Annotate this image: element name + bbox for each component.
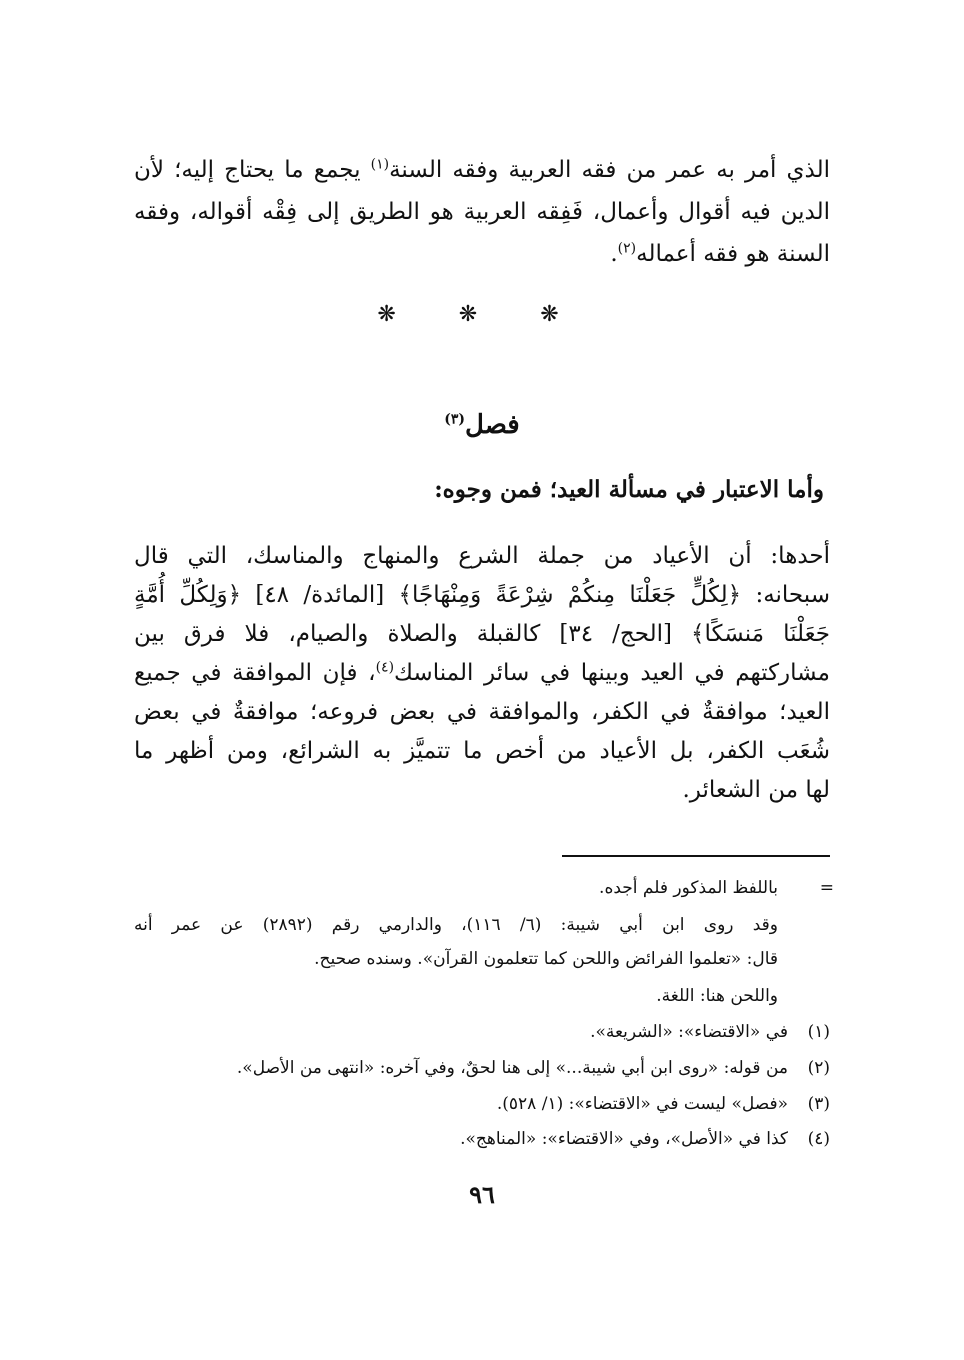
text-line: الدين فيه أقوال وأعمال، فَفِقه العربية هو الطريق إلى فِقْه أقواله، وفقه	[134, 199, 830, 225]
footnote-text: من قوله: «روى ابن أبي شيبة...» إلى هنا لحقٌ، وفي آخره: «انتهى من الأصل».	[236, 1058, 788, 1078]
footnote-line: وقد روى ابن أبي شيبة: (٦/ ١١٦)، والدارمي رقم (٢٨٩٢) عن عمر أنه	[134, 915, 778, 935]
footnote-number: (١)	[807, 1022, 830, 1042]
footnote-line: قال: «تعلموا الفرائض واللحن كما تتعلمون القرآن». وسنده صحيح.	[314, 949, 778, 969]
footnote-text: كذا في «الأصل»، وفي «الاقتضاء»: «المناهج».	[460, 1129, 788, 1149]
footnote-ref: (٢)	[617, 240, 637, 257]
section-heading: فصل$^{(٣)}$	[444, 410, 520, 440]
footnote-line: باللفظ المذكور فلم أجده.	[599, 878, 778, 898]
text-line: لها من الشعائر.	[682, 777, 830, 803]
footnote-ref: (٣)	[444, 411, 466, 428]
text-line: العيد؛ موافقةٌ في الكفر، والموافقة في بعض فروعه؛ موافقةٌ في بعض	[134, 699, 830, 725]
footnote-line: واللحن هنا: اللغة.	[656, 986, 778, 1006]
footnote-number: (٤)	[807, 1129, 830, 1149]
footnote-number: (٢)	[807, 1058, 830, 1078]
text-line: أحدها: أن الأعياد من جملة الشرع والمنهاج والمناسك، التي قال	[134, 543, 830, 569]
continuation-mark: =	[819, 878, 834, 898]
footnote-number: (٣)	[807, 1094, 830, 1114]
section-separator: ❋ ❋ ❋	[377, 302, 587, 327]
footnote-item	[134, 1020, 830, 1044]
text-line: الذي أمر به عمر من فقه العربية وفقه السنة$^{(١)}$ يجمع ما يحتاج إليه؛ لأن	[134, 156, 830, 183]
footnote-item	[134, 1127, 830, 1151]
subheading: وأما الاعتبار في مسألة العيد؛ فمن وجوه:	[434, 476, 824, 503]
footnote-item	[134, 1092, 830, 1116]
text-line: السنة هو فقه أعماله$^{(٢)}$.	[610, 240, 830, 267]
text-line: سبحانه: ﴿لِكُلٍّ جَعَلْنَا مِنكُمْ شِرْعَةً وَمِنْهَاجًا﴾ [المائدة/ ٤٨] ﴿وَلِكُلِّ أُمَّةٍ	[134, 582, 830, 608]
text-line: مشاركتهم في العيد وبينها في سائر المناسك$^{(٤)}$، فإن الموافقة في جميع	[134, 659, 830, 686]
footnote-continuation	[134, 876, 834, 900]
footnote-text: «فصل» ليست في «الاقتضاء»: (١/ ٥٢٨).	[496, 1094, 788, 1114]
footnote-text: في «الاقتضاء»: «الشريعة».	[590, 1022, 788, 1042]
page-number: ٩٦	[469, 1180, 495, 1209]
text-line: شُعَب الكفر، بل الأعياد من أخص ما تتميَّز به الشرائع، ومن أظهر ما	[134, 738, 830, 764]
footnote-ref: (١)	[370, 156, 390, 173]
text-line: جَعَلْنَا مَنسَكًا﴾ [الحج/ ٣٤] كالقبلة والصلاة والصيام، فلا فرق بين	[134, 621, 830, 647]
footnote-divider	[562, 855, 830, 857]
footnote-item	[134, 1056, 830, 1080]
footnote-ref: (٤)	[375, 659, 395, 676]
